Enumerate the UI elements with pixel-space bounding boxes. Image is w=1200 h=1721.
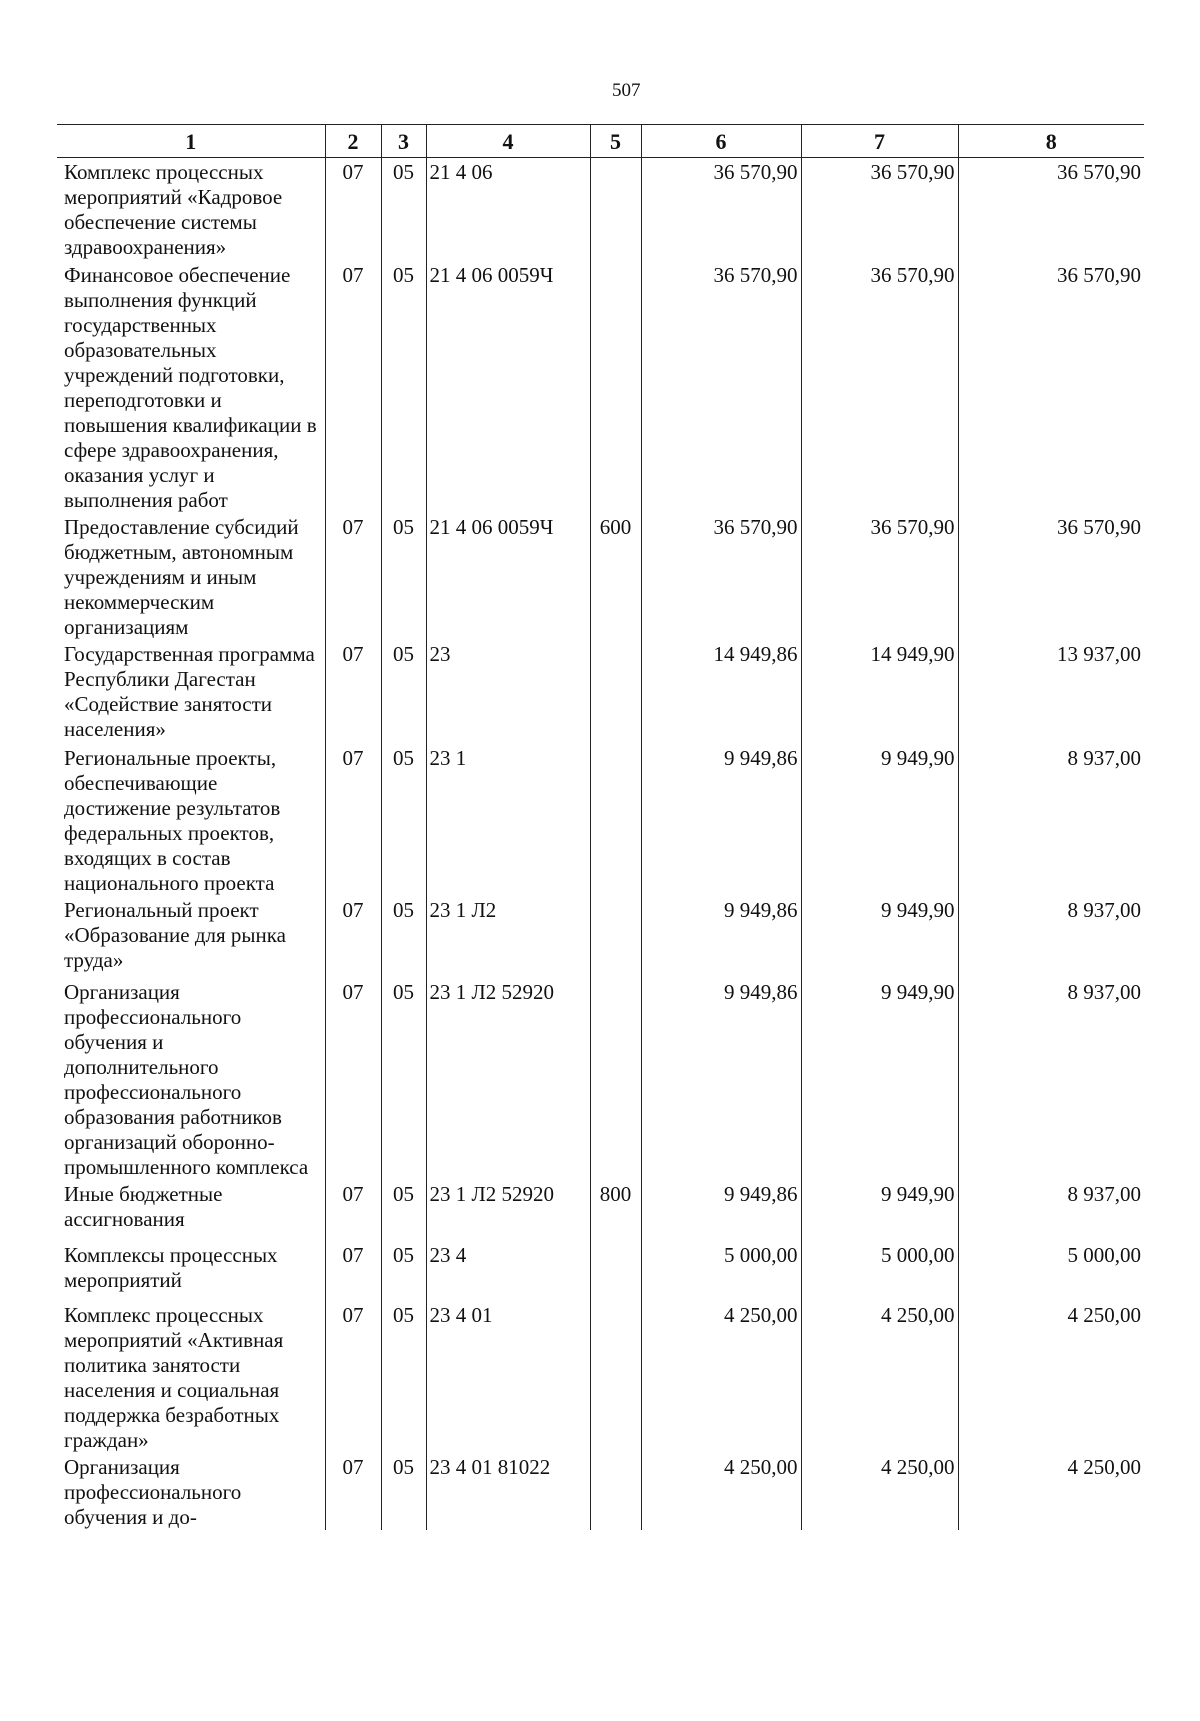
table-row [57, 1180, 1144, 1241]
row-expense-type: 600 [590, 513, 641, 640]
row-amount-2: 14 949,90 [801, 640, 958, 744]
row-amount-2: 4 250,00 [801, 1453, 958, 1530]
row-amount-2: 9 949,90 [801, 1180, 958, 1241]
row-section: 07 [325, 261, 381, 513]
row-amount-3: 5 000,00 [958, 1241, 1144, 1301]
col-header-2: 2 [325, 125, 381, 158]
row-expense-type [590, 158, 641, 261]
table-row [57, 513, 1144, 640]
row-subsection: 05 [381, 1180, 426, 1241]
table-body [57, 158, 1144, 1530]
row-subsection: 05 [381, 896, 426, 978]
row-section: 07 [325, 513, 381, 640]
row-amount-1: 9 949,86 [641, 896, 801, 978]
col-header-3: 3 [381, 125, 426, 158]
row-amount-2: 36 570,90 [801, 513, 958, 640]
row-target-article: 23 1 Л2 52920 [426, 978, 590, 1180]
row-amount-3: 4 250,00 [958, 1453, 1144, 1530]
row-expense-type [590, 744, 641, 896]
col-header-4: 4 [426, 125, 590, 158]
row-name: Организация профессионального обучения и дополнительного профессионального образования работников организаций оборонно-промышленного комплекса [64, 979, 309, 1179]
row-subsection: 05 [381, 1301, 426, 1453]
row-subsection: 05 [381, 158, 426, 261]
row-amount-3: 36 570,90 [958, 158, 1144, 261]
row-amount-1: 4 250,00 [641, 1301, 801, 1453]
row-subsection: 05 [381, 744, 426, 896]
row-target-article: 23 4 [426, 1241, 590, 1301]
row-expense-type [590, 1241, 641, 1301]
row-expense-type [590, 1301, 641, 1453]
row-amount-2: 4 250,00 [801, 1301, 958, 1453]
col-header-7: 7 [801, 125, 958, 158]
row-amount-3: 8 937,00 [958, 978, 1144, 1180]
row-target-article: 21 4 06 [426, 158, 590, 261]
row-subsection: 05 [381, 640, 426, 744]
row-expense-type: 800 [590, 1180, 641, 1241]
col-header-6: 6 [641, 125, 801, 158]
row-section: 07 [325, 640, 381, 744]
row-amount-1: 9 949,86 [641, 744, 801, 896]
page-number: 507 [612, 80, 641, 101]
row-target-article: 23 4 01 [426, 1301, 590, 1453]
row-expense-type [590, 640, 641, 744]
row-name: Региональные проекты, обеспечивающие достижение результатов федеральных проектов, входящих в состав национального проекта [64, 745, 281, 895]
row-subsection: 05 [381, 513, 426, 640]
row-name: Финансовое обеспечение выполнения функций государственных образовательных учреждений подготовки, переподготовки и повышения квалификации в сфере здравоохранения, оказания услуг и выполнения работ [64, 262, 317, 512]
row-amount-1: 4 250,00 [641, 1453, 801, 1530]
row-amount-2: 9 949,90 [801, 896, 958, 978]
row-name: Комплексы процессных мероприятий [64, 1242, 278, 1292]
row-name: Предоставление субсидий бюджетным, автономным учреждениям и иным некоммерческим организациям [64, 514, 299, 639]
row-subsection: 05 [381, 261, 426, 513]
row-target-article: 23 [426, 640, 590, 744]
row-subsection: 05 [381, 1241, 426, 1301]
row-amount-2: 5 000,00 [801, 1241, 958, 1301]
row-name: Иные бюджетные ассигнования [64, 1181, 223, 1231]
row-amount-3: 8 937,00 [958, 896, 1144, 978]
table-row [57, 158, 1144, 261]
row-target-article: 23 1 [426, 744, 590, 896]
row-amount-3: 36 570,90 [958, 513, 1144, 640]
row-section: 07 [325, 1241, 381, 1301]
table-row [57, 640, 1144, 744]
row-section: 07 [325, 158, 381, 261]
table-row [57, 1241, 1144, 1301]
table-row [57, 978, 1144, 1180]
row-expense-type [590, 978, 641, 1180]
row-section: 07 [325, 744, 381, 896]
row-name: Региональный проект «Образование для рынка труда» [64, 897, 286, 972]
row-name: Комплекс процессных мероприятий «Активная политика занятости населения и социальная поддержка безработных граждан» [64, 1302, 284, 1452]
row-amount-2: 9 949,90 [801, 744, 958, 896]
table-row [57, 1453, 1144, 1530]
table-row [57, 1301, 1144, 1453]
row-amount-1: 36 570,90 [641, 513, 801, 640]
row-target-article: 21 4 06 0059Ч [426, 261, 590, 513]
table-row [57, 744, 1144, 896]
row-amount-3: 8 937,00 [958, 744, 1144, 896]
row-amount-3: 4 250,00 [958, 1301, 1144, 1453]
col-header-5: 5 [590, 125, 641, 158]
row-expense-type [590, 261, 641, 513]
table-row [57, 261, 1144, 513]
row-subsection: 05 [381, 1453, 426, 1530]
budget-table [57, 124, 1144, 1530]
row-amount-1: 36 570,90 [641, 158, 801, 261]
row-amount-2: 36 570,90 [801, 158, 958, 261]
row-amount-2: 36 570,90 [801, 261, 958, 513]
row-target-article: 23 1 Л2 52920 [426, 1180, 590, 1241]
row-name: Государственная программа Республики Дагестан «Содействие занятости населения» [64, 641, 315, 741]
row-expense-type [590, 1453, 641, 1530]
table-row [57, 896, 1144, 978]
row-amount-1: 9 949,86 [641, 1180, 801, 1241]
row-amount-1: 14 949,86 [641, 640, 801, 744]
row-section: 07 [325, 1453, 381, 1530]
row-amount-3: 8 937,00 [958, 1180, 1144, 1241]
col-header-1: 1 [57, 125, 325, 158]
row-subsection: 05 [381, 978, 426, 1180]
row-section: 07 [325, 978, 381, 1180]
row-section: 07 [325, 896, 381, 978]
row-section: 07 [325, 1180, 381, 1241]
row-target-article: 23 4 01 81022 [426, 1453, 590, 1530]
col-header-8: 8 [958, 125, 1144, 158]
row-target-article: 21 4 06 0059Ч [426, 513, 590, 640]
row-amount-1: 5 000,00 [641, 1241, 801, 1301]
row-name: Комплекс процессных мероприятий «Кадровое обеспечение системы здравоохранения» [64, 160, 283, 259]
row-target-article: 23 1 Л2 [426, 896, 590, 978]
row-amount-3: 13 937,00 [958, 640, 1144, 744]
row-amount-1: 9 949,86 [641, 978, 801, 1180]
row-amount-3: 36 570,90 [958, 261, 1144, 513]
header-row [57, 125, 1144, 158]
row-expense-type [590, 896, 641, 978]
row-amount-1: 36 570,90 [641, 261, 801, 513]
row-section: 07 [325, 1301, 381, 1453]
row-name: Организация профессионального обучения и до- [64, 1454, 242, 1529]
row-amount-2: 9 949,90 [801, 978, 958, 1180]
